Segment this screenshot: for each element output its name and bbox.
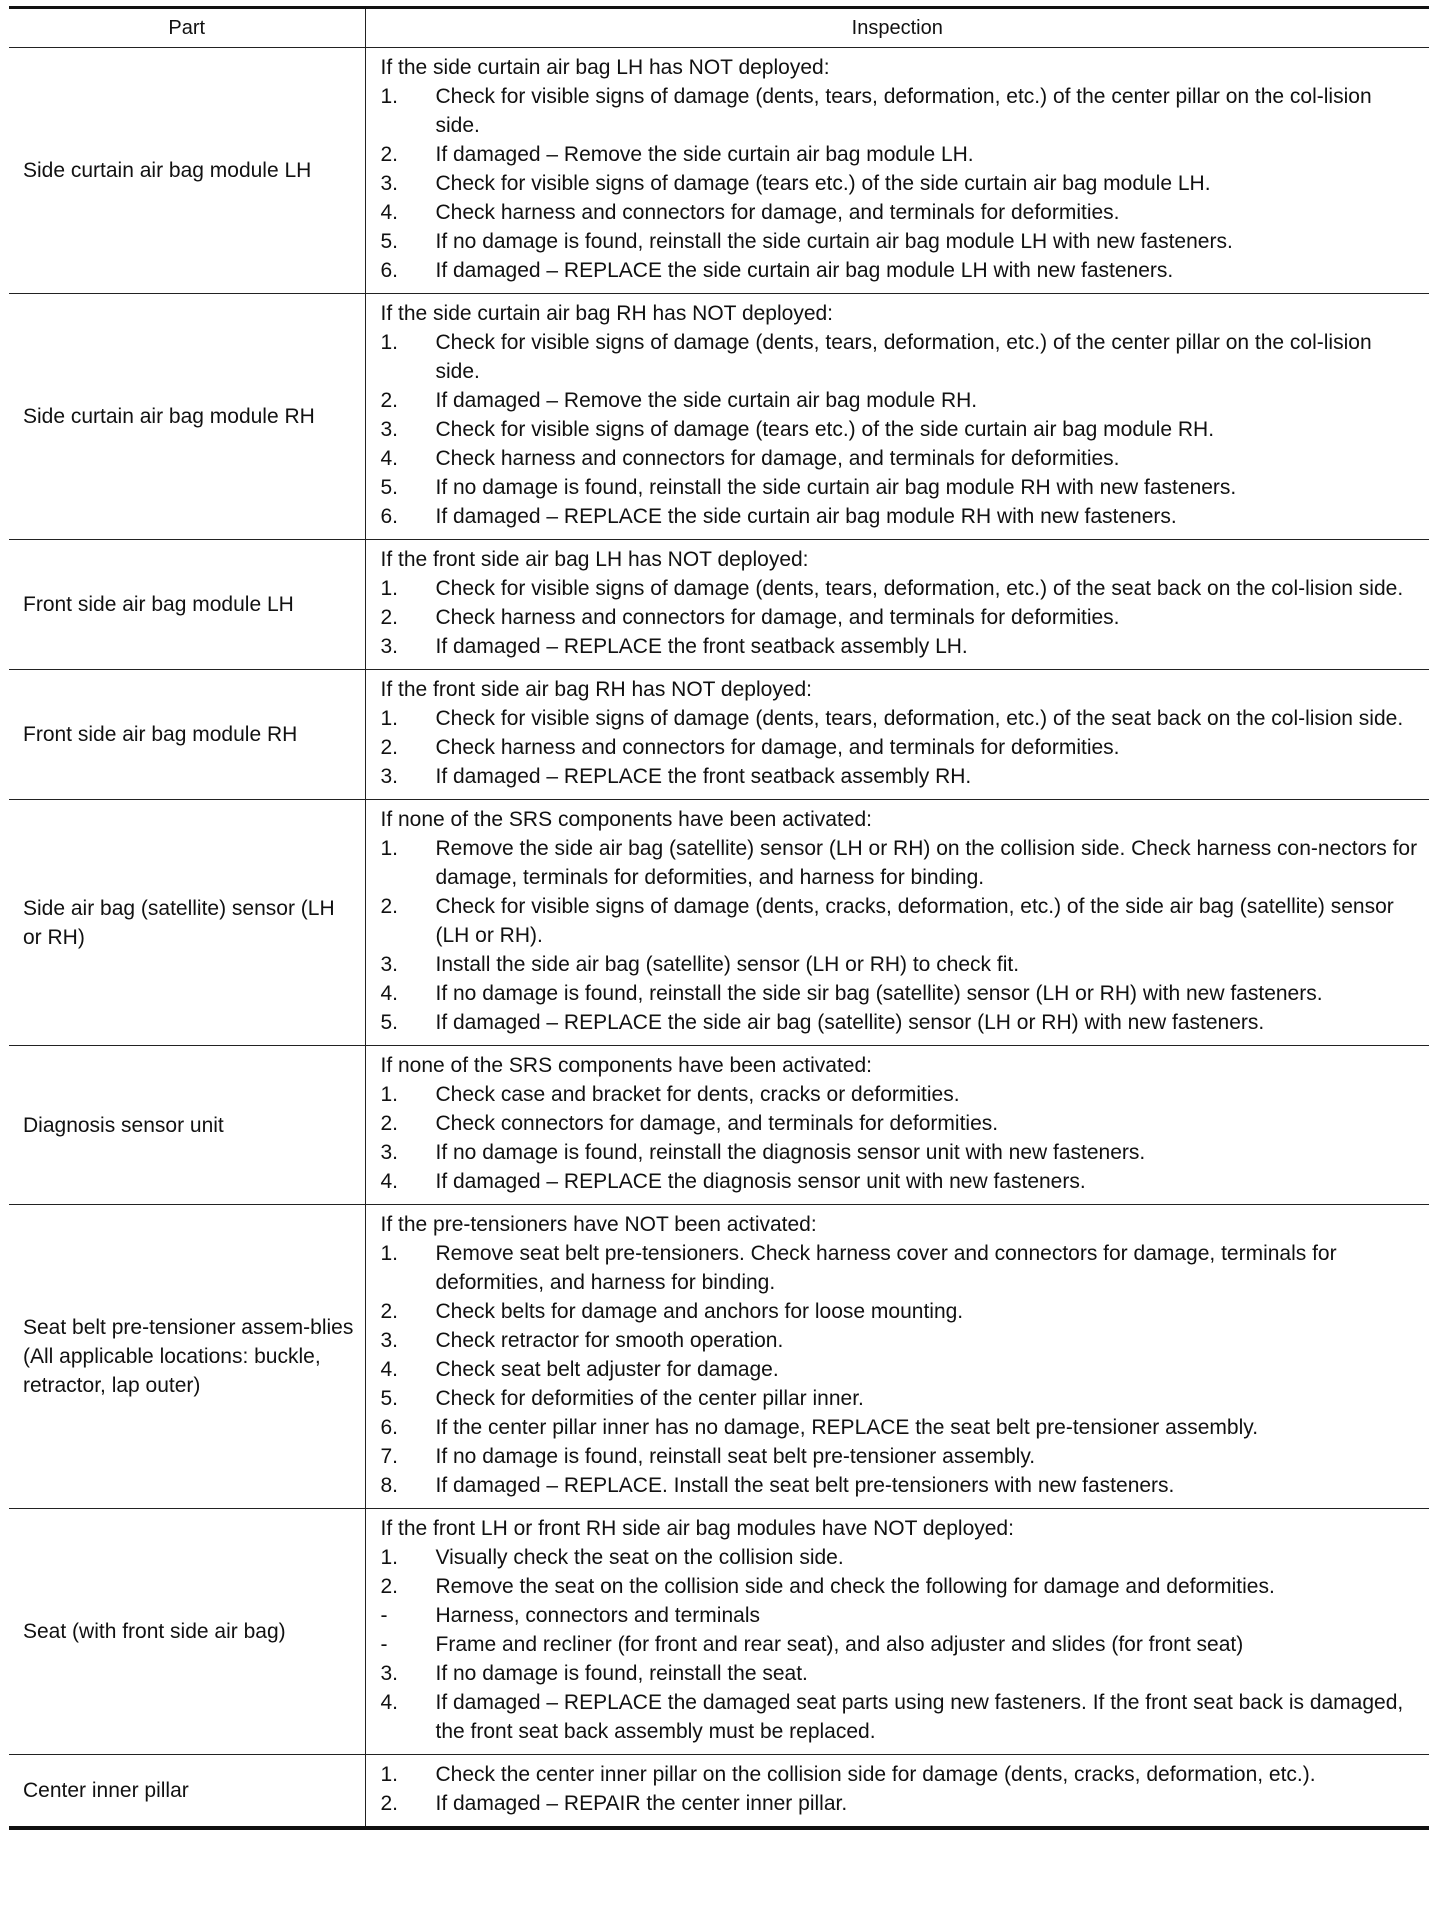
step-marker: 3. <box>380 765 399 788</box>
step-text: Check case and bracket for dents, cracks or deformities. <box>435 1083 960 1106</box>
step-text: Check for visible signs of damage (tears etc.) of the side curtain air bag module LH. <box>435 172 1211 195</box>
step-text: Check retractor for smooth operation. <box>435 1329 784 1352</box>
step-marker: 3. <box>380 1141 399 1164</box>
step-marker: 3. <box>380 172 399 195</box>
inspection-step <box>381 762 1422 791</box>
step-marker: 5. <box>380 1011 399 1034</box>
step-text: Check harness and connectors for damage, and terminals for deformities. <box>435 447 1120 470</box>
inspection-cell <box>365 1755 1429 1829</box>
inspection-step <box>381 227 1422 256</box>
part-cell: Diagnosis sensor unit <box>9 1046 365 1205</box>
part-cell: Side curtain air bag module RH <box>9 294 365 540</box>
step-marker: 6. <box>380 259 399 282</box>
step-text: Check harness and connectors for damage, and terminals for deformities. <box>435 736 1120 759</box>
inspection-step <box>381 1543 1422 1572</box>
step-text: Check seat belt adjuster for damage. <box>435 1358 779 1381</box>
step-text: If damaged – Remove the side curtain air bag module RH. <box>435 389 978 412</box>
step-marker: 5. <box>380 1387 399 1410</box>
step-text: Remove seat belt pre-tensioners. Check harness cover and connectors for damage, terminals for deformities, and harness for binding. <box>435 1242 1337 1294</box>
inspection-step <box>381 1601 1422 1630</box>
step-marker: 2. <box>380 1112 399 1135</box>
inspection-step <box>381 1442 1422 1471</box>
step-text: Harness, connectors and terminals <box>435 1604 760 1627</box>
part-cell: Side curtain air bag module LH <box>9 48 365 294</box>
step-text: Visually check the seat on the collision side. <box>435 1546 844 1569</box>
step-text: Check for deformities of the center pillar inner. <box>435 1387 864 1410</box>
step-marker: 4. <box>380 982 399 1005</box>
inspection-cell <box>365 1509 1429 1755</box>
inspection-step <box>381 198 1422 227</box>
table-row <box>9 1046 1429 1205</box>
step-text: Check harness and connectors for damage, and terminals for deformities. <box>435 606 1120 629</box>
inspection-step <box>381 950 1422 979</box>
step-text: If damaged – REPLACE the side air bag (satellite) sensor (LH or RH) with new fasteners. <box>435 1011 1265 1034</box>
step-marker: 5. <box>380 476 399 499</box>
part-cell: Side air bag (satellite) sensor (LH or RH) <box>9 800 365 1046</box>
inspection-step <box>381 256 1422 285</box>
inspection-step <box>381 1760 1422 1789</box>
inspection-condition: If the front LH or front RH side air bag modules have NOT deployed: <box>380 1517 1014 1540</box>
inspection-step <box>381 386 1422 415</box>
part-cell: Center inner pillar <box>9 1755 365 1829</box>
step-text: Remove the seat on the collision side and check the following for damage and deformities. <box>435 1575 1275 1598</box>
table-row <box>9 1755 1429 1829</box>
inspection-step <box>381 169 1422 198</box>
step-marker: 1. <box>380 331 399 354</box>
step-marker: 1. <box>380 1242 399 1265</box>
step-text: Check for visible signs of damage (dents, tears, deformation, etc.) of the center pillar on the col-lision side. <box>435 85 1372 137</box>
part-cell: Front side air bag module RH <box>9 670 365 800</box>
step-text: If no damage is found, reinstall the seat. <box>435 1662 808 1685</box>
step-marker: 4. <box>380 201 399 224</box>
step-marker: 3. <box>380 1662 399 1685</box>
step-text: Check for visible signs of damage (dents, cracks, deformation, etc.) of the side air bag (satellite) sensor (LH or RH). <box>435 895 1394 947</box>
inspection-condition: If none of the SRS components have been activated: <box>380 1054 872 1077</box>
step-marker: 3. <box>380 1329 399 1352</box>
inspection-step <box>381 1688 1422 1746</box>
step-marker: 1. <box>380 577 399 600</box>
table-row <box>9 294 1429 540</box>
step-marker: 1. <box>380 837 399 860</box>
inspection-condition: If none of the SRS components have been activated: <box>380 808 872 831</box>
inspection-step <box>381 1138 1422 1167</box>
inspection-step <box>381 632 1422 661</box>
step-text: Frame and recliner (for front and rear seat), and also adjuster and slides (for front seat) <box>435 1633 1244 1656</box>
step-text: If damaged – REPAIR the center inner pillar. <box>435 1792 848 1815</box>
step-marker: 2. <box>380 389 399 412</box>
step-marker: 3. <box>380 418 399 441</box>
inspection-step <box>381 979 1422 1008</box>
step-text: If damaged – REPLACE the front seatback assembly LH. <box>435 635 968 658</box>
step-text: If no damage is found, reinstall the diagnosis sensor unit with new fasteners. <box>435 1141 1146 1164</box>
inspection-cell <box>365 48 1429 294</box>
step-marker: 2. <box>380 143 399 166</box>
step-marker: 8. <box>380 1474 399 1497</box>
inspection-step <box>381 1326 1422 1355</box>
step-marker: 2. <box>380 1575 399 1598</box>
step-marker: 7. <box>380 1445 399 1468</box>
table-row <box>9 670 1429 800</box>
step-text: Check for visible signs of damage (dents, tears, deformation, etc.) of the center pillar on the col-lision side. <box>435 331 1372 383</box>
inspection-condition: If the front side air bag LH has NOT deployed: <box>380 548 809 571</box>
step-text: Check for visible signs of damage (tears etc.) of the side curtain air bag module RH. <box>435 418 1215 441</box>
inspection-step <box>381 1572 1422 1601</box>
step-marker: 4. <box>380 1691 399 1714</box>
step-text: If damaged – REPLACE the damaged seat parts using new fasteners. If the front seat back is damaged, the front seat back assembly must be replaced. <box>435 1691 1404 1743</box>
step-marker: 1. <box>380 1083 399 1106</box>
table-row <box>9 1509 1429 1755</box>
step-text: Install the side air bag (satellite) sensor (LH or RH) to check fit. <box>435 953 1020 976</box>
inspection-step <box>381 328 1422 386</box>
step-text: If no damage is found, reinstall the side sir bag (satellite) sensor (LH or RH) with new fasteners. <box>435 982 1323 1005</box>
header-inspection: Inspection <box>365 8 1429 48</box>
inspection-step <box>381 1355 1422 1384</box>
part-cell: Seat (with front side air bag) <box>9 1509 365 1755</box>
step-marker: 1. <box>380 707 399 730</box>
inspection-table <box>9 6 1429 1830</box>
part-cell: Seat belt pre-tensioner assem-blies (All applicable locations: buckle, retractor, lap outer) <box>9 1205 365 1509</box>
step-marker: 2. <box>380 1792 399 1815</box>
step-marker: 2. <box>380 606 399 629</box>
inspection-step <box>381 603 1422 632</box>
header-part: Part <box>9 8 365 48</box>
inspection-cell <box>365 670 1429 800</box>
inspection-step <box>381 834 1422 892</box>
inspection-step <box>381 1630 1422 1659</box>
step-marker: 3. <box>380 635 399 658</box>
inspection-step <box>381 502 1422 531</box>
inspection-step <box>381 473 1422 502</box>
inspection-step <box>381 444 1422 473</box>
inspection-cell <box>365 800 1429 1046</box>
step-marker: 2. <box>380 736 399 759</box>
step-text: If the center pillar inner has no damage, REPLACE the seat belt pre-tensioner assembly. <box>435 1416 1259 1439</box>
step-text: If damaged – Remove the side curtain air bag module LH. <box>435 143 974 166</box>
table-row <box>9 1205 1429 1509</box>
inspection-cell <box>365 540 1429 670</box>
step-marker: 1. <box>380 1763 399 1786</box>
inspection-step <box>381 415 1422 444</box>
inspection-step <box>381 1471 1422 1500</box>
step-text: If damaged – REPLACE the side curtain air bag module LH with new fasteners. <box>435 259 1174 282</box>
inspection-condition: If the side curtain air bag LH has NOT deployed: <box>380 56 830 79</box>
step-text: If no damage is found, reinstall the side curtain air bag module LH with new fasteners. <box>435 230 1233 253</box>
table-row <box>9 48 1429 294</box>
step-marker: 6. <box>380 505 399 528</box>
inspection-step <box>381 1659 1422 1688</box>
inspection-step <box>381 1413 1422 1442</box>
step-marker: 4. <box>380 1170 399 1193</box>
step-text: Check belts for damage and anchors for loose mounting. <box>435 1300 964 1323</box>
step-text: If damaged – REPLACE. Install the seat belt pre-tensioners with new fasteners. <box>435 1474 1175 1497</box>
step-marker: 1. <box>380 1546 399 1569</box>
inspection-condition: If the pre-tensioners have NOT been activated: <box>380 1213 817 1236</box>
step-text: Check for visible signs of damage (dents, tears, deformation, etc.) of the seat back on the col-lision side. <box>435 577 1404 600</box>
step-text: If damaged – REPLACE the side curtain air bag module RH with new fasteners. <box>435 505 1177 528</box>
inspection-cell <box>365 1205 1429 1509</box>
step-marker: 2. <box>380 1300 399 1323</box>
step-marker: 5. <box>380 230 399 253</box>
inspection-step <box>381 1789 1422 1818</box>
inspection-step <box>381 1109 1422 1138</box>
inspection-condition: If the front side air bag RH has NOT deployed: <box>380 678 813 701</box>
step-marker: 1. <box>380 85 399 108</box>
step-marker: 4. <box>380 1358 399 1381</box>
inspection-step <box>381 574 1422 603</box>
step-text: Check for visible signs of damage (dents, tears, deformation, etc.) of the seat back on the col-lision side. <box>435 707 1404 730</box>
inspection-step <box>381 704 1422 733</box>
table-row <box>9 800 1429 1046</box>
inspection-step <box>381 1297 1422 1326</box>
inspection-step <box>381 82 1422 140</box>
step-marker: 3. <box>380 953 399 976</box>
step-marker: 4. <box>380 447 399 470</box>
inspection-step <box>381 892 1422 950</box>
step-text: If no damage is found, reinstall the side curtain air bag module RH with new fasteners. <box>435 476 1237 499</box>
part-cell: Front side air bag module LH <box>9 540 365 670</box>
step-text: If damaged – REPLACE the front seatback assembly RH. <box>435 765 972 788</box>
step-marker: - <box>380 1633 388 1656</box>
step-text: Check the center inner pillar on the collision side for damage (dents, cracks, deformation, etc.). <box>435 1763 1316 1786</box>
step-text: Check harness and connectors for damage, and terminals for deformities. <box>435 201 1120 224</box>
header-row <box>9 8 1429 48</box>
inspection-step <box>381 733 1422 762</box>
inspection-step <box>381 1008 1422 1037</box>
inspection-step <box>381 1167 1422 1196</box>
step-text: If no damage is found, reinstall seat belt pre-tensioner assembly. <box>435 1445 1036 1468</box>
step-text: If damaged – REPLACE the diagnosis sensor unit with new fasteners. <box>435 1170 1086 1193</box>
step-marker: 2. <box>380 895 399 918</box>
table-row <box>9 540 1429 670</box>
inspection-step <box>381 1384 1422 1413</box>
inspection-step <box>381 1080 1422 1109</box>
step-marker: - <box>380 1604 388 1627</box>
step-text: Remove the side air bag (satellite) sensor (LH or RH) on the collision side. Check harness con-nectors for damage, terminals for deformities, and harness for binding. <box>435 837 1418 889</box>
inspection-condition: If the side curtain air bag RH has NOT deployed: <box>380 302 834 325</box>
inspection-step <box>381 140 1422 169</box>
inspection-step <box>381 1239 1422 1297</box>
step-marker: 6. <box>380 1416 399 1439</box>
step-text: Check connectors for damage, and terminals for deformities. <box>435 1112 999 1135</box>
inspection-cell <box>365 1046 1429 1205</box>
inspection-cell <box>365 294 1429 540</box>
